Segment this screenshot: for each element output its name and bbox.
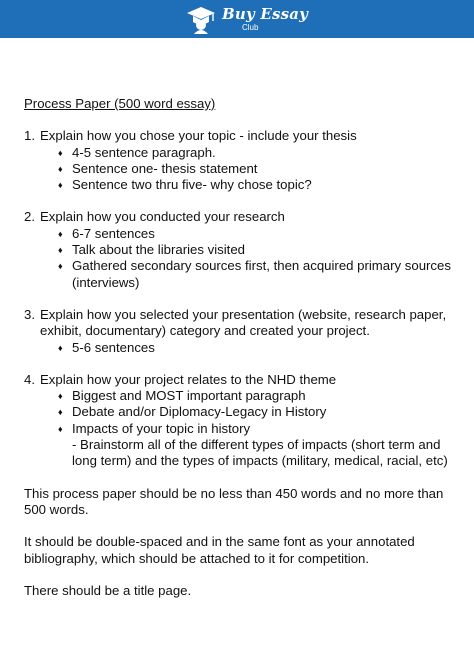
diamond-bullet-icon: ♦ <box>58 245 63 256</box>
document-title: Process Paper (500 word essay) <box>24 96 216 111</box>
bullet-list <box>40 340 454 356</box>
section-1 <box>24 128 454 193</box>
section-heading: Explain how you conducted your research <box>40 209 285 225</box>
section-4 <box>24 372 454 470</box>
list-item: ♦ 4-5 sentence paragraph. <box>58 144 216 160</box>
bullet-list <box>40 145 454 194</box>
title-page-paragraph: There should be a title page. <box>24 582 192 598</box>
list-item: ♦ 5-6 sentences <box>58 339 155 355</box>
section-number: 2. <box>24 209 35 225</box>
diamond-bullet-icon: ♦ <box>58 163 63 174</box>
list-item: ♦ Debate and/or Diplomacy-Legacy in History <box>58 404 327 420</box>
section-2 <box>24 209 454 290</box>
brand-subtitle: Club <box>242 22 259 32</box>
section-number: 3. <box>24 306 35 322</box>
word-count-paragraph: This process paper should be no less than 450 words and no more than 500 words. <box>24 485 444 517</box>
diamond-bullet-icon: ♦ <box>58 261 63 272</box>
section-number: 4. <box>24 371 35 387</box>
list-item: ♦ Impacts of your topic in history <box>58 420 251 436</box>
list-item: ♦ Talk about the libraries visited <box>58 242 245 258</box>
section-heading: Explain how you chose your topic - include your thesis <box>40 128 357 144</box>
impacts-note: - Brainstorm all of the different types of impacts (short term and long term) and the types of impacts (military, medical, racial, etc) <box>72 437 448 469</box>
list-item: ♦ Sentence one- thesis statement <box>58 160 258 176</box>
document-body <box>24 96 454 599</box>
brand-logo[interactable] <box>186 4 308 34</box>
brand-name: Buy Essay <box>222 4 309 23</box>
diamond-bullet-icon: ♦ <box>58 423 63 434</box>
diamond-bullet-icon: ♦ <box>58 228 63 239</box>
graduate-cap-icon <box>186 4 216 34</box>
diamond-bullet-icon: ♦ <box>58 342 63 353</box>
diamond-bullet-icon: ♦ <box>58 407 63 418</box>
list-item: ♦ Biggest and MOST important paragraph <box>58 388 306 404</box>
list-item: ♦ 6-7 sentences <box>58 225 155 241</box>
list-item: ♦ Sentence two thru five- why chose topic? <box>58 177 312 193</box>
section-heading: Explain how your project relates to the NHD theme <box>40 371 337 387</box>
bullet-list <box>40 226 454 291</box>
section-3 <box>24 307 454 356</box>
bullet-list <box>40 388 454 437</box>
diamond-bullet-icon: ♦ <box>58 180 63 191</box>
section-heading: Explain how you selected your presentation (website, research paper, exhibit, documentary) category and created your project. <box>40 306 447 339</box>
section-number: 1. <box>24 128 35 144</box>
diamond-bullet-icon: ♦ <box>58 147 63 158</box>
list-item: ♦ Gathered secondary sources first, then acquired primary sources (interviews) <box>58 258 451 290</box>
diamond-bullet-icon: ♦ <box>58 391 63 402</box>
formatting-paragraph: It should be double-spaced and in the same font as your annotated bibliography, which should be attached to it for competition. <box>24 534 415 566</box>
header-banner <box>0 0 474 38</box>
